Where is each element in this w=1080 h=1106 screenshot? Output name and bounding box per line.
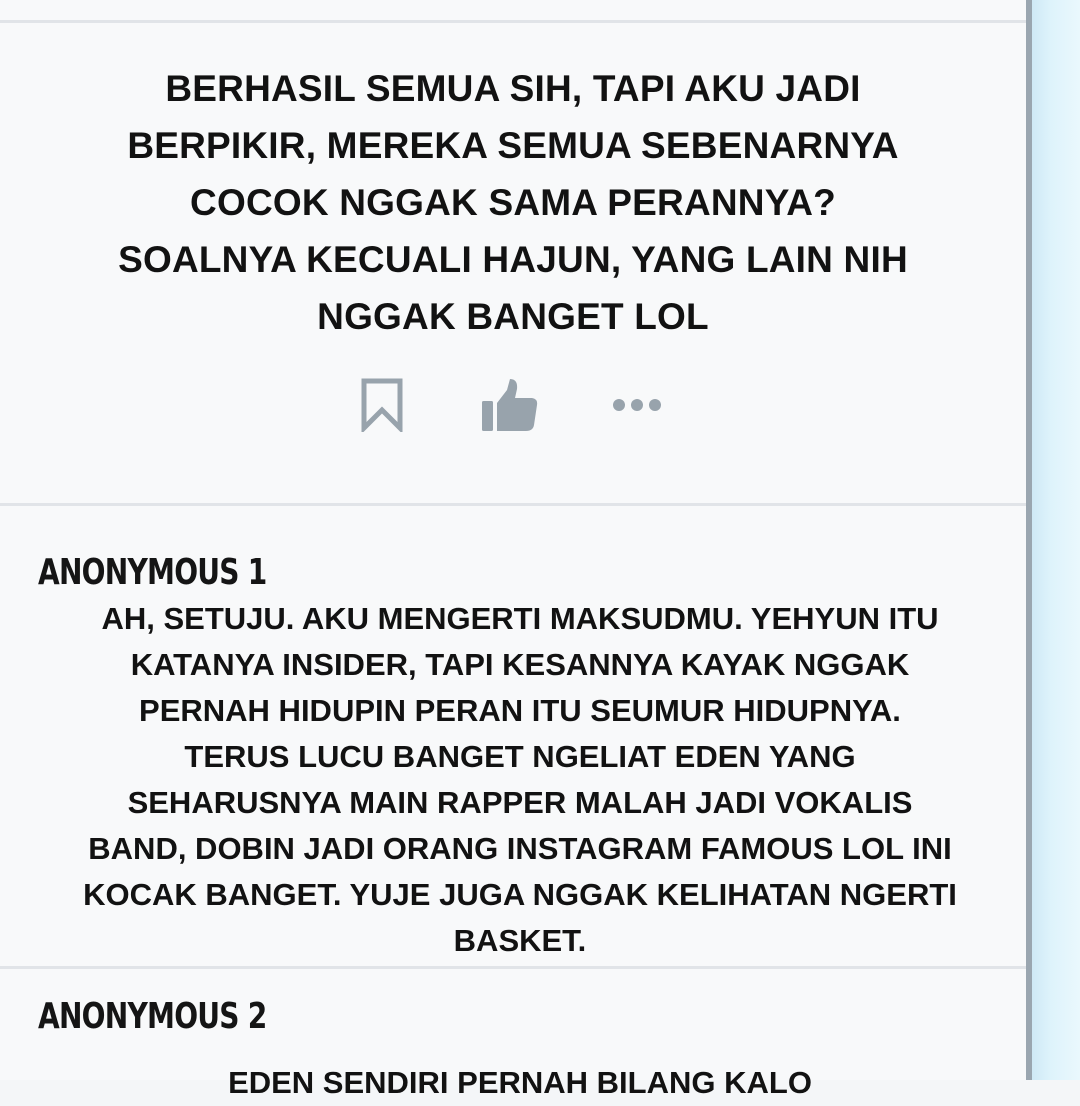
post-action-bar: [0, 375, 1026, 435]
comment-line: TERUS LUCU BANGET NGELIAT EDEN YANG: [184, 739, 856, 774]
comment-author: ANONYMOUS 1: [38, 552, 267, 593]
background-sky-strip: [1032, 0, 1080, 1080]
comment-body: [60, 596, 980, 964]
panel-edge: [1026, 0, 1032, 1080]
post-line: BERHASIL SEMUA SIH, TAPI AKU JADI: [165, 68, 861, 109]
more-dots-icon: [607, 395, 667, 415]
like-button[interactable]: [478, 375, 542, 435]
comment-line: KATANYA INSIDER, TAPI KESANNYA KAYAK NGGAK: [130, 647, 910, 682]
bookmark-icon: [360, 378, 404, 432]
comment-line: BAND, DOBIN JADI ORANG INSTAGRAM FAMOUS LOL INI: [88, 831, 952, 866]
post-line: NGGAK BANGET LOL: [317, 296, 709, 337]
post-body: [40, 60, 986, 345]
comment-line: KOCAK BANGET. YUJE JUGA NGGAK KELIHATAN NGERTI: [83, 877, 957, 912]
thumbs-up-icon: [480, 377, 540, 433]
post-line: COCOK NGGAK SAMA PERANNYA?: [190, 182, 836, 223]
divider-post-comments: [0, 503, 1026, 506]
post-line: BERPIKIR, MEREKA SEMUA SEBENARNYA: [127, 125, 899, 166]
comment-line: PERNAH HIDUPIN PERAN ITU SEUMUR HIDUPNYA.: [139, 693, 901, 728]
post-line: SOALNYA KECUALI HAJUN, YANG LAIN NIH: [118, 239, 908, 280]
divider-top: [0, 20, 1026, 23]
comment-line: EDEN SENDIRI PERNAH BILANG KALO: [228, 1065, 812, 1100]
bookmark-button[interactable]: [352, 375, 412, 435]
divider-comments: [0, 966, 1026, 969]
comment-body: [60, 1060, 980, 1106]
comment-line: SEHARUSNYA MAIN RAPPER MALAH JADI VOKALIS: [127, 785, 913, 820]
comment-line: BASKET.: [453, 923, 587, 958]
comment-author: ANONYMOUS 2: [38, 996, 267, 1037]
comment-line: AH, SETUJU. AKU MENGERTI MAKSUDMU. YEHYUN ITU: [101, 601, 939, 636]
more-options-button[interactable]: [602, 375, 672, 435]
